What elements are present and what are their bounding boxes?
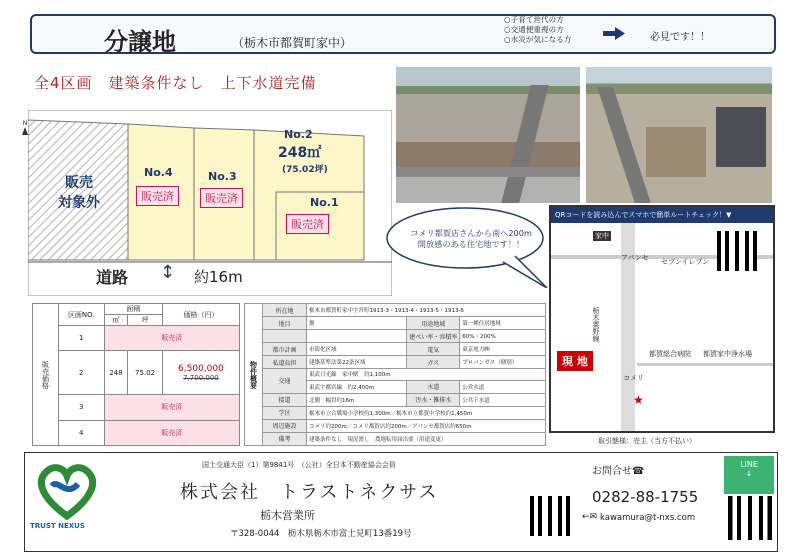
unit-header: 坪 <box>128 315 163 326</box>
target-item: ○子育て世代の方 <box>504 15 564 24</box>
mail-icon: ←✉ <box>582 512 598 522</box>
row-key: ガス <box>407 356 460 369</box>
lot-no: No.1 <box>310 196 339 209</box>
target-item: ○水災が気になる方 <box>504 34 572 44</box>
area-map <box>549 205 775 433</box>
row-value: 北側 幅員約16m <box>307 393 407 406</box>
road-label: 道路 <box>96 268 129 287</box>
target-item: ○交通便重視の方 <box>504 24 564 34</box>
row-key: 周辺施設 <box>263 419 307 432</box>
email-address[interactable]: kawamura@t-nxs.com <box>600 513 696 523</box>
tsubo-cell: 75.02 <box>128 351 163 395</box>
row-key: 電気 <box>407 343 460 356</box>
map-label: 都賀家中浄水場 <box>703 350 752 358</box>
lot-no-cell: 1 <box>59 326 105 351</box>
col-header: 面積 <box>104 304 162 315</box>
qr-code-icon[interactable] <box>530 496 570 536</box>
headline: 全4区画 建築条件なし 上下水道完備 <box>34 74 317 92</box>
row-key: 私道負担 <box>263 356 307 369</box>
row-key: 接道 <box>263 393 307 406</box>
row-key: 学区 <box>263 406 307 419</box>
north-label: N <box>22 120 28 127</box>
arrow-right-icon <box>603 27 625 40</box>
lot-no: No.4 <box>144 166 173 179</box>
row-key: 地目 <box>263 317 307 330</box>
row-value: 東武日光線 家中駅 約1,100m <box>307 369 546 381</box>
row-key: 備考 <box>263 432 307 445</box>
lot-no-cell: 3 <box>59 395 105 420</box>
row-value: 公共下水道 <box>460 393 546 406</box>
row-key: 汚水・雑排水 <box>407 393 460 406</box>
row-key: 建ぺい率・容積率 <box>407 330 460 343</box>
sold-cell: 販売済 <box>104 395 239 420</box>
company-address: 〒328-0044 栃木県栃木市富士見町13番19号 <box>230 529 412 539</box>
row-key: 所在地 <box>263 304 307 317</box>
qr-code-icon[interactable] <box>717 231 757 271</box>
map-label: 家中 <box>595 232 609 240</box>
lot-no: No.3 <box>208 170 237 183</box>
sold-badge: 販売済 <box>136 186 179 206</box>
company-logo-icon <box>32 458 102 520</box>
row-key: 用途地域 <box>407 317 460 330</box>
row-value: 建築基準法第22条区域 <box>307 356 407 369</box>
sold-cell: 販売済 <box>104 326 239 351</box>
excluded-label: 販売 対象外 <box>58 175 100 211</box>
row-value: プロパンガス（個別） <box>460 356 546 369</box>
map-label: 栃木粟野線 <box>592 307 600 342</box>
line-badge: LINE ↓ <box>724 456 774 494</box>
row-value: 畑 <box>307 317 407 330</box>
row-key: 交通 <box>263 369 307 394</box>
row-value: 栃木市都賀町家中字宮町1913-3・1913-4・1913-5・1913-6 <box>307 304 546 317</box>
bubble-text: コメリ都賀店さんから南へ200m 開放感のある住宅地です！！ <box>410 228 532 250</box>
lot-no-cell: 4 <box>59 420 105 445</box>
price-cell: 6,500,000 <box>178 363 224 374</box>
site-star-icon: ★ <box>633 393 644 407</box>
table-side-label: 物件概要 <box>245 304 263 446</box>
row-value: 市街化区域 <box>307 343 407 356</box>
transaction-caption: 取引態様：売主（当方不払い） <box>598 437 696 445</box>
map-banner: QRコードを読み込んでスマホで簡単ルートチェック！▼ <box>551 207 773 223</box>
aerial-photo <box>396 67 580 203</box>
sold-badge: 販売済 <box>200 188 243 208</box>
phone-number[interactable]: 0282-88-1755 <box>592 488 699 506</box>
row-value: コメリ約200m／コメリ都賀店約200m／アパンセ都賀店約650m <box>307 419 546 432</box>
logo-text: TRUST NEXUS <box>30 522 85 530</box>
must-see-label: 必見です！！ <box>650 32 710 43</box>
sold-cell: 販売済 <box>104 420 239 445</box>
license-text: 国土交通大臣（1）第9841号 （公社）全日本不動産協会会員 <box>202 461 396 469</box>
contact-label: お問合せ☎ <box>592 466 645 477</box>
unit-header: ㎡ <box>104 315 128 326</box>
road-width: 約16m <box>194 268 243 286</box>
col-header: 価格（円） <box>162 304 239 326</box>
table-side-label: 販売価格 <box>33 304 59 446</box>
lot-area: 248㎡ <box>278 145 322 161</box>
map-label: 都賀総合病院 <box>649 350 691 358</box>
map-label: アパンセ <box>621 254 649 262</box>
lot-no: No.2 <box>284 128 313 141</box>
row-value: 栃木市立合戦場小学校約1,300m／栃木市立都賀中学校約1,450m <box>307 406 546 419</box>
map-label: セブンイレブン <box>661 258 710 266</box>
sold-badge: 販売済 <box>286 214 329 234</box>
row-value: 建築条件なし 現況渡し 農地転用届出要（用途変更） <box>307 432 546 445</box>
property-overview-table <box>244 303 546 446</box>
row-key: 水道 <box>407 380 460 393</box>
lot-price-table <box>32 303 240 446</box>
target-list <box>504 15 604 45</box>
location-subtitle: （栃木市都賀町家中） <box>232 36 353 50</box>
aerial-photo <box>586 67 772 203</box>
line-qr-code-icon[interactable] <box>728 496 772 540</box>
updown-arrow-icon: ↕ <box>160 262 176 283</box>
row-value: 東京電力㈱ <box>460 343 546 356</box>
row-value: 公営水道 <box>460 380 546 393</box>
branch-name: 栃木営業所 <box>260 509 315 522</box>
map-label: コメリ <box>623 374 644 382</box>
sqm-cell: 248 <box>104 351 128 395</box>
company-name: 株式会社 トラストネクサス <box>180 482 439 503</box>
row-value: 東武宇都宮線 約2,400m <box>307 380 407 393</box>
row-value: 第一種住居地域 <box>460 317 546 330</box>
site-marker: 現 地 <box>557 351 593 371</box>
old-price-cell: 7,700,000 <box>183 373 219 382</box>
north-arrow-icon <box>12 120 38 140</box>
row-key: 都市計画 <box>263 343 307 356</box>
lot-tsubo: (75.02坪) <box>282 165 328 175</box>
row-value: 60%・200% <box>460 330 546 343</box>
lot-no-cell: 2 <box>59 351 105 395</box>
col-header: 区画NO. <box>59 304 105 326</box>
page-title: 分譲地 <box>104 28 176 56</box>
